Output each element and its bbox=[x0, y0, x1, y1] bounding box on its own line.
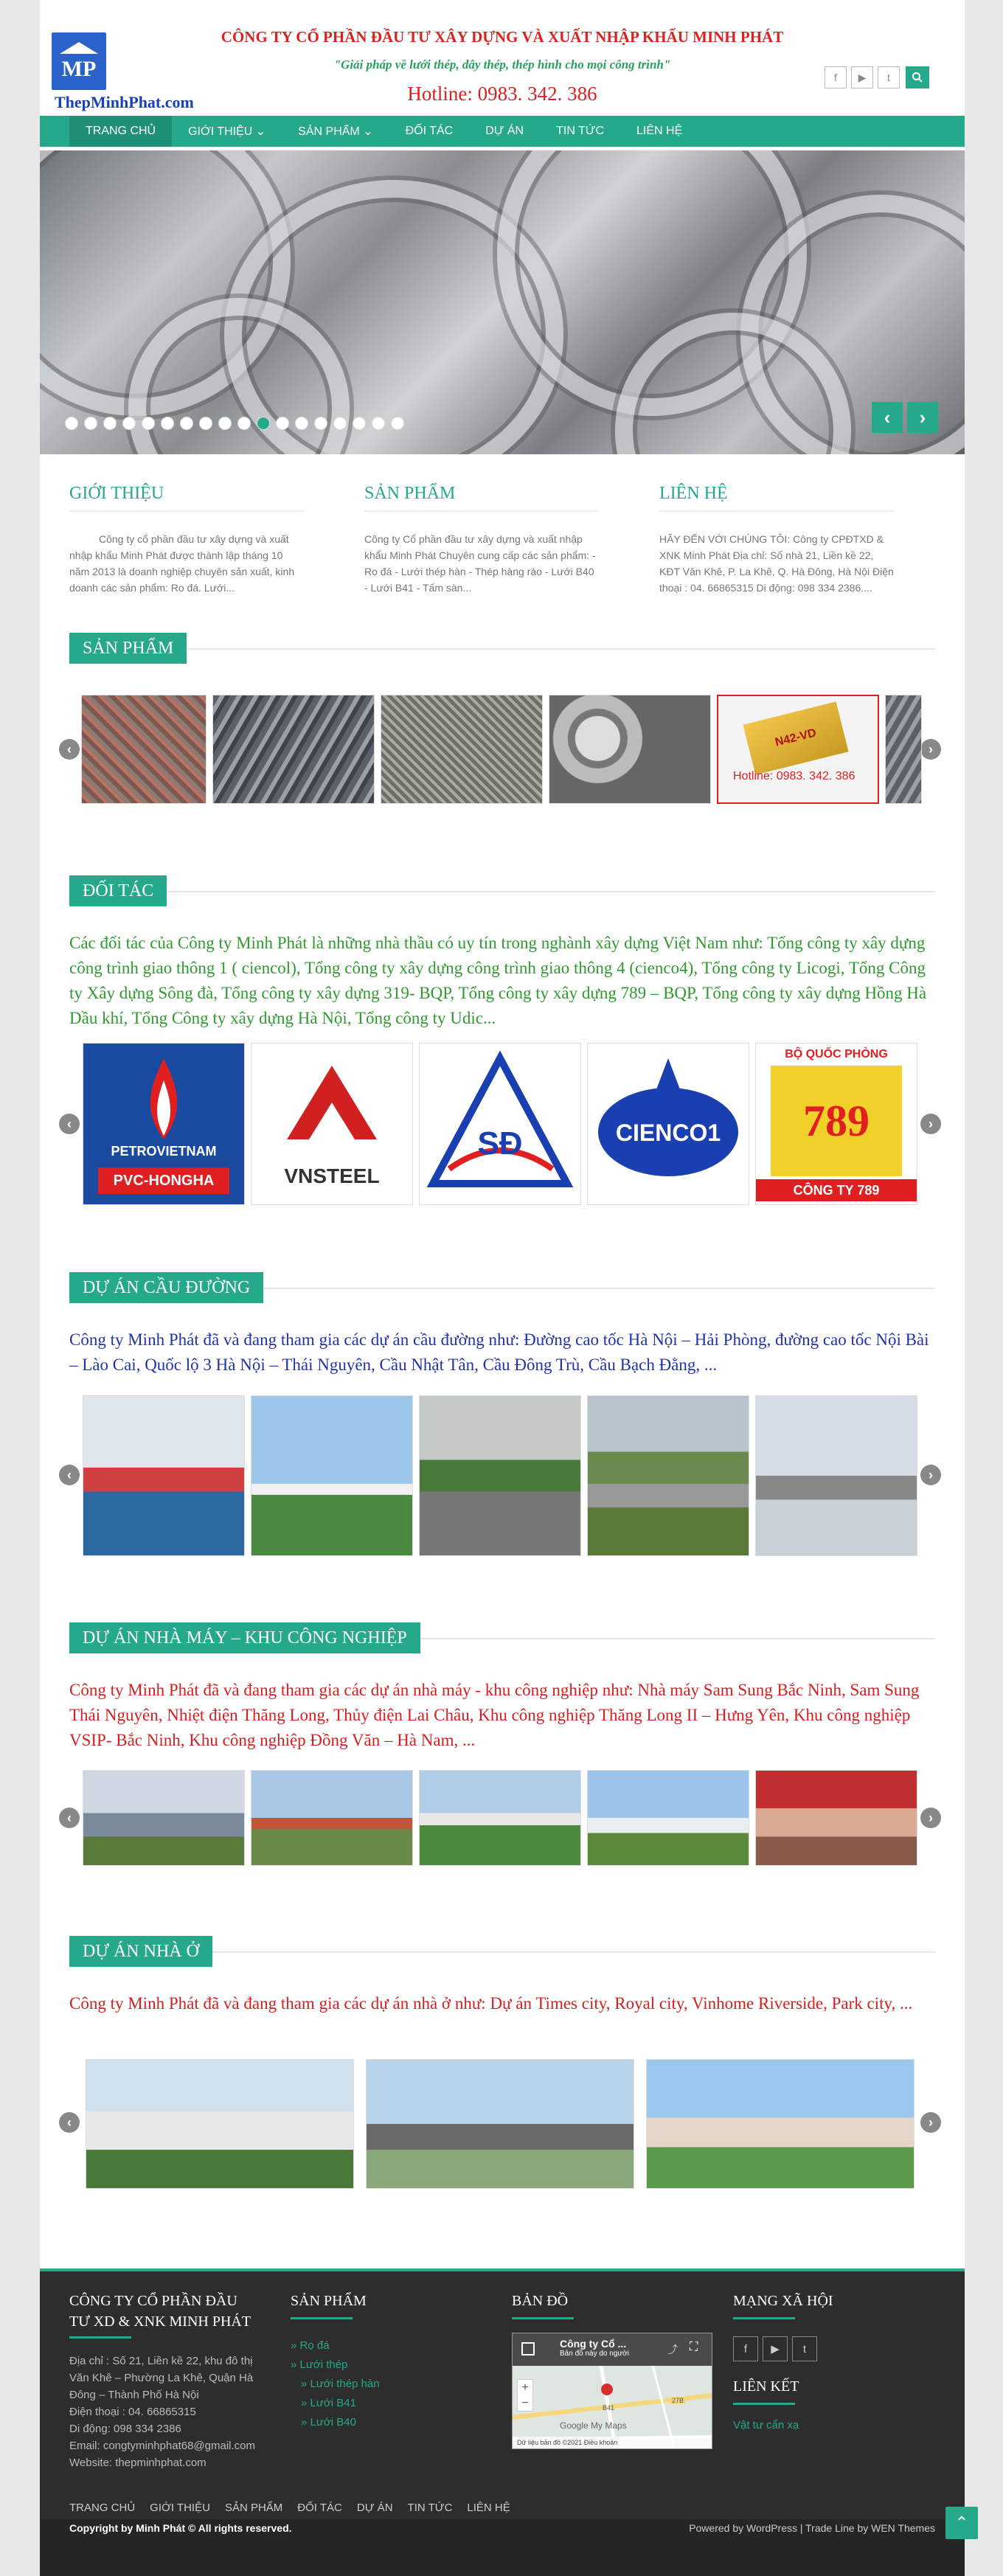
copyright: Copyright by Minh Phát © All rights reserved. bbox=[69, 2522, 292, 2534]
map-road-label-1: B41 bbox=[603, 2404, 615, 2412]
slider-dot[interactable] bbox=[276, 417, 289, 430]
nav-home[interactable]: TRANG CHỦ bbox=[69, 116, 172, 147]
product-steel-angles[interactable] bbox=[212, 695, 375, 804]
factory-photo-3[interactable] bbox=[419, 1770, 581, 1866]
bridge-photo-4[interactable] bbox=[587, 1395, 749, 1556]
footer-underline bbox=[291, 2317, 353, 2319]
logo-text[interactable]: ThepMinhPhat.com bbox=[55, 93, 194, 111]
slider-prev-button[interactable]: ‹ bbox=[872, 402, 903, 433]
factory-photo-2[interactable] bbox=[251, 1770, 413, 1866]
bridge-photo-3[interactable] bbox=[419, 1395, 581, 1556]
zoom-out-icon[interactable]: − bbox=[521, 2396, 529, 2409]
partner-songda-logo[interactable] bbox=[419, 1043, 581, 1205]
partners-prev-icon[interactable]: ‹ bbox=[59, 1114, 80, 1134]
footer-products-title: SẢN PHẨM bbox=[291, 2293, 367, 2309]
section-divider bbox=[69, 891, 935, 892]
intro-products-text: Công ty Cổ phần đầu tư xây dựng và xuất nhập khẩu Minh Phát Chuyên cung cấp các sản phẩm: - Ro đá - Lưới thép hàn - Thép hàng rào - Lưới B40 - Lưới B41 - Tấm sàn... bbox=[364, 533, 596, 594]
footer-underline bbox=[69, 2336, 131, 2339]
footer-youtube-icon[interactable]: ▶ bbox=[763, 2336, 788, 2361]
slider-dot[interactable] bbox=[333, 417, 347, 430]
intro-contact-title[interactable]: LIÊN HỆ bbox=[659, 484, 728, 503]
slider-dot[interactable] bbox=[65, 417, 78, 430]
intro-about-text: Công ty cổ phần đầu tư xây dựng và xuất nhập khẩu Minh Phát được thành lập tháng 10 năm 2013 là doanh nghiệp chuyên sản xuất, kinh doanh các sản phẩm: Ro đá. Lưới... bbox=[69, 533, 295, 594]
divider bbox=[659, 510, 894, 512]
footer-website: Website: thepminhphat.com bbox=[69, 2457, 206, 2469]
product-hotline-tag: Hotline: 0983. 342. 386 bbox=[733, 770, 856, 782]
product-welded-mesh[interactable] bbox=[81, 695, 206, 804]
footer-contact-title: LIÊN KẾT bbox=[733, 2378, 799, 2395]
footer-link-gabion[interactable]: » Rọ đá bbox=[291, 2339, 330, 2352]
nav-partners[interactable]: ĐỐI TÁC bbox=[405, 125, 454, 137]
main-nav bbox=[40, 116, 965, 147]
housing-next-icon[interactable]: › bbox=[920, 2112, 941, 2133]
bottom-nav-news[interactable]: TIN TỨC bbox=[407, 2502, 453, 2514]
back-to-top-icon[interactable]: ⌃ bbox=[945, 2507, 978, 2539]
footer-underline bbox=[512, 2317, 574, 2319]
bridges-next-icon[interactable]: › bbox=[920, 1465, 941, 1485]
housing-text: Công ty Minh Phát đã và đang tham gia các dự án nhà ở như: Dự án Times city, Royal city, Vinhome Riverside, Park city, ... bbox=[69, 1994, 913, 2013]
hero-slider[interactable] bbox=[40, 150, 965, 454]
nav-projects[interactable]: DỰ ÁN bbox=[485, 125, 524, 137]
partner-789-logo[interactable]: BỘ QUỐC PHÒNG 789 CÔNG TY 789 bbox=[755, 1043, 917, 1205]
bridges-text: Công ty Minh Phát đã và đang tham gia các dự án cầu đường như: Đường cao tốc Hà Nội – Hải Phòng, đường cao tốc Nội Bài – Lào Cai, Quốc lộ 3 Hà Nội – Thái Nguyên, Cầu Nhật Tân, Cầu Đông Trù, Cầu Bạch Đằng, ... bbox=[69, 1330, 929, 1374]
divider bbox=[364, 510, 599, 512]
intro-products-title[interactable]: SẢN PHẨM bbox=[364, 484, 456, 503]
slider-dot[interactable] bbox=[180, 417, 193, 430]
bottom-nav-home[interactable]: TRANG CHỦ bbox=[69, 2502, 136, 2514]
bridge-photo-5[interactable] bbox=[755, 1395, 917, 1556]
slider-dot[interactable] bbox=[314, 417, 327, 430]
housing-photo-2[interactable] bbox=[366, 2059, 634, 2189]
slider-dot[interactable] bbox=[353, 417, 366, 430]
map-road-label-2: 27B bbox=[672, 2397, 684, 2404]
hotline: Hotline: 0983. 342. 386 bbox=[407, 83, 597, 105]
nav-contact[interactable]: LIÊN HỆ bbox=[636, 125, 683, 137]
svg-text:MP: MP bbox=[61, 57, 97, 81]
footer-social-title: MẠNG XÃ HỘI bbox=[733, 2293, 833, 2309]
partner-petrovietnam-logo[interactable]: PETROVIETNAM PVC-HONGHA bbox=[83, 1043, 245, 1205]
bottom-nav-projects[interactable]: DỰ ÁN bbox=[356, 2502, 393, 2514]
bridge-photo-2[interactable] bbox=[251, 1395, 413, 1556]
intro-about-title[interactable]: GIỚI THIỆU bbox=[69, 484, 164, 503]
youtube-icon[interactable]: ▶ bbox=[851, 66, 873, 88]
footer-underline bbox=[733, 2317, 795, 2319]
bottom-nav bbox=[69, 2502, 510, 2514]
footer-twitter-icon[interactable]: t bbox=[792, 2336, 817, 2361]
nav-products[interactable]: SẢN PHẨM ⌄ bbox=[298, 125, 373, 138]
map-header bbox=[513, 2333, 712, 2366]
search-icon[interactable] bbox=[906, 66, 929, 88]
slider-dot[interactable] bbox=[237, 417, 251, 430]
factories-prev-icon[interactable]: ‹ bbox=[59, 1808, 80, 1828]
partners-text: Các đối tác của Công ty Minh Phát là những nhà thầu có uy tín trong nghành xây dựng Việt Nam như: Tổng công ty xây dựng công trình giao thông 1 ( ciencol), Tổng công ty xây dựng công trình giao thông 4 (cienco4), Tổng công ty Licogi, Tổng Công ty Xây dựng Sông đà, Tổng công ty xây dựng 319- BQP, Tổng công ty xây dựng 789 – BQP, Tổng công ty xây dựng Hồng Hà Dầu khí, Tổng Công ty xây dựng Hà Nội, Tổng công ty Udic... bbox=[69, 934, 927, 1027]
bottom-nav-contact[interactable]: LIÊN HỆ bbox=[467, 2502, 510, 2514]
powered-by[interactable]: Powered by WordPress | Trade Line by WEN Themes bbox=[689, 2522, 935, 2534]
products-section-title: SẢN PHẨM bbox=[69, 633, 187, 664]
svg-text:SĐ: SĐ bbox=[477, 1125, 523, 1162]
zoom-in-icon[interactable]: + bbox=[521, 2381, 529, 2394]
fullscreen-icon[interactable]: ⛶ bbox=[690, 2341, 698, 2353]
footer-underline bbox=[733, 2403, 795, 2405]
slider-next-button[interactable]: › bbox=[907, 402, 938, 433]
partner-vnsteel-logo[interactable]: VNSTEEL bbox=[251, 1043, 413, 1205]
map-google-label: Google My Maps bbox=[560, 2420, 627, 2431]
slider-dot[interactable] bbox=[218, 417, 232, 430]
factory-photo-1[interactable] bbox=[83, 1770, 245, 1866]
bottom-nav-about[interactable]: GIỚI THIỆU bbox=[150, 2502, 210, 2514]
vnsteel-mark-icon bbox=[251, 1044, 412, 1154]
footer-company-info bbox=[69, 2353, 261, 2471]
map-panel-icon[interactable] bbox=[521, 2342, 535, 2355]
page bbox=[40, 0, 969, 2576]
bottom-nav-products[interactable]: SẢN PHẨM bbox=[224, 2502, 283, 2514]
bridges-prev-icon[interactable]: ‹ bbox=[59, 1465, 80, 1485]
footer-mobile: Di động: 098 334 2386 bbox=[69, 2423, 181, 2435]
footer-link-steel-mesh[interactable]: » Lưới thép bbox=[291, 2358, 348, 2371]
divider bbox=[69, 510, 304, 512]
share-icon[interactable]: ⤴ bbox=[667, 2344, 678, 2355]
footer-contact-link[interactable]: Vật tư cẩn xạ bbox=[733, 2419, 799, 2431]
product-partial[interactable] bbox=[885, 695, 922, 804]
footer-address: Địa chỉ : Số 21, Liền kề 22, khu đô thị Văn Khê – Phường La Khê, Quận Hà Đông – Thành Phố Hà Nội bbox=[69, 2355, 254, 2401]
slider-dot[interactable] bbox=[257, 417, 270, 430]
slider-dot[interactable] bbox=[295, 417, 308, 430]
map-footer: Dữ liệu bản đồ ©2021 Điều khoản bbox=[513, 2437, 712, 2449]
footer-phone: Điện thoại : 04. 66865315 bbox=[69, 2406, 196, 2418]
factories-section-title: DỰ ÁN NHÀ MÁY – KHU CÔNG NGHIỆP bbox=[69, 1622, 420, 1653]
footer-products-list bbox=[291, 2336, 380, 2432]
slider-dot[interactable] bbox=[103, 417, 117, 430]
footer-link-b41[interactable]: » Lưới B41 bbox=[301, 2397, 356, 2409]
intro-contact-text: HÃY ĐẾN VỚI CHÚNG TÔI: Công ty CPĐTXD & XNK Minh Phát Địa chỉ: Số nhà 21, Liền kề 22, KĐT Văn Khê, P. La Khê, Q. Hà Đông, Hà Nội Điện thoại : 04. 66865315 Di động: 098 334 2386.... bbox=[659, 533, 894, 594]
product-gabion[interactable] bbox=[381, 695, 543, 804]
footer-map[interactable] bbox=[512, 2333, 712, 2449]
footer-email: Email: congtyminhphat68@gmail.com bbox=[69, 2440, 256, 2452]
partner-cienco1-logo[interactable] bbox=[587, 1043, 749, 1205]
housing-section-title: DỰ ÁN NHÀ Ở bbox=[69, 1936, 212, 1967]
footer-link-welded-mesh[interactable]: » Lưới thép hàn bbox=[301, 2378, 380, 2390]
partners-section-title: ĐỐI TÁC bbox=[69, 875, 167, 906]
slider-dots bbox=[65, 417, 404, 430]
housing-photo-3[interactable] bbox=[646, 2059, 914, 2189]
map-owner-note: Bản đồ này do người bbox=[560, 2350, 629, 2358]
slider-dot[interactable] bbox=[142, 417, 155, 430]
factory-photo-4[interactable] bbox=[587, 1770, 749, 1866]
svg-text:CIENCO1: CIENCO1 bbox=[615, 1119, 721, 1146]
twitter-icon[interactable]: t bbox=[878, 66, 900, 88]
slider-dot[interactable] bbox=[391, 417, 404, 430]
slider-dot[interactable] bbox=[372, 417, 385, 430]
slogan: "Giải pháp về lưới thép, dây thép, thép hình cho mọi công trình" bbox=[333, 58, 671, 72]
bridges-section-title: DỰ ÁN CẦU ĐƯỜNG bbox=[69, 1272, 263, 1303]
products-prev-icon[interactable]: ‹ bbox=[59, 739, 80, 760]
cienco-mark-icon bbox=[588, 1044, 749, 1204]
nav-news[interactable]: TIN TỨC bbox=[556, 125, 605, 137]
bottom-nav-partners[interactable]: ĐỐI TÁC bbox=[297, 2502, 342, 2514]
product-n42-box[interactable] bbox=[717, 695, 879, 804]
footer-link-b40[interactable]: » Lưới B40 bbox=[301, 2416, 356, 2429]
products-next-icon[interactable]: › bbox=[920, 739, 941, 760]
company-name: CÔNG TY CỔ PHẦN ĐẦU TƯ XÂY DỰNG VÀ XUẤT NHẬP KHẨU MINH PHÁT bbox=[221, 28, 784, 46]
slider-dot[interactable] bbox=[84, 417, 97, 430]
section-divider bbox=[69, 648, 935, 650]
map-place-name: Công ty Cổ ... bbox=[560, 2338, 627, 2350]
factory-photo-5[interactable] bbox=[755, 1770, 917, 1866]
box-label: N42-VD bbox=[743, 701, 848, 774]
footer-company-title: CÔNG TY CỔ PHẦN ĐẦU TƯ XD & XNK MINH PHÁT bbox=[69, 2293, 251, 2330]
facebook-icon[interactable]: f bbox=[825, 66, 847, 88]
product-wire-coils[interactable] bbox=[549, 695, 711, 804]
slider-dot[interactable] bbox=[199, 417, 212, 430]
footer-facebook-icon[interactable]: f bbox=[733, 2336, 758, 2361]
slider-dot[interactable] bbox=[122, 417, 136, 430]
factories-text: Công ty Minh Phát đã và đang tham gia các dự án nhà máy - khu công nghiệp như: Nhà máy Sam Sung Bắc Ninh, Sam Sung Thái Nguyên, Nhiệt điện Thăng Long, Thủy điện Lai Châu, Khu công nghiệp Thăng Long II – Hưng Yên, Khu công nghiệp VSIP- Bắc Ninh, Khu công nghiệp Đồng Văn – Hà Nam, ... bbox=[69, 1681, 920, 1749]
songda-triangle-icon bbox=[420, 1044, 580, 1204]
footer-map-title: BẢN ĐỒ bbox=[512, 2293, 569, 2309]
housing-prev-icon[interactable]: ‹ bbox=[59, 2112, 80, 2133]
factories-next-icon[interactable]: › bbox=[920, 1808, 941, 1828]
nav-about[interactable]: GIỚI THIỆU ⌄ bbox=[188, 125, 266, 138]
map-zoom-control[interactable] bbox=[517, 2379, 533, 2412]
slider-dot[interactable] bbox=[161, 417, 174, 430]
partners-next-icon[interactable]: › bbox=[920, 1114, 941, 1134]
housing-photo-1[interactable] bbox=[86, 2059, 354, 2189]
bridge-photo-1[interactable] bbox=[83, 1395, 245, 1556]
